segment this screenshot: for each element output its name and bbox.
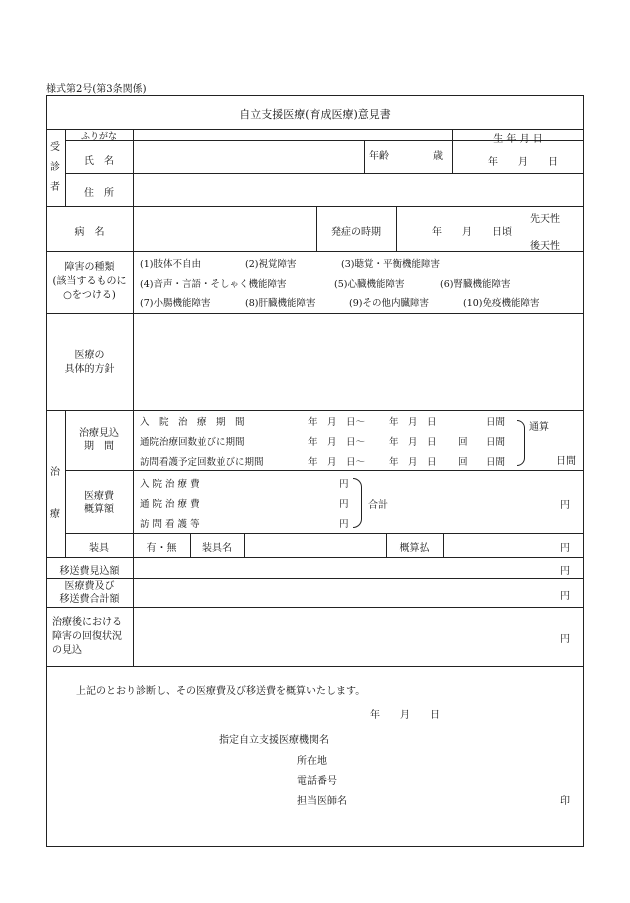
birth-date-value: 年 月 日 xyxy=(488,157,558,168)
total-period-label: 通算 xyxy=(529,422,549,433)
combined-label: 医療費及び 移送費合計額 xyxy=(59,581,120,605)
furigana-label: ふりがな xyxy=(80,132,117,142)
inpatient-period-from: 年 月 日～ xyxy=(308,417,366,428)
policy-label: 医療の 具体的方針 xyxy=(64,350,115,375)
total-period-unit: 日間 xyxy=(556,456,576,467)
disability-option-7[interactable]: (7)小腸機能障害 xyxy=(140,298,211,309)
cost-sum-label: 合計 xyxy=(368,500,388,511)
disease-label: 病 名 xyxy=(74,227,105,238)
address-label: 住 所 xyxy=(84,188,114,199)
form-number: 様式第2号(第3条関係) xyxy=(46,84,147,95)
onset-label: 発症の時期 xyxy=(331,227,381,238)
device-name-label: 装具名 xyxy=(202,543,232,554)
device-yes-no[interactable]: 有・無 xyxy=(146,543,177,554)
disability-label: 障害の種類 (該当するものに ○をつける) xyxy=(52,262,127,301)
form-title: 自立支援医療(育成医療)意見書 xyxy=(239,108,391,121)
outpatient-cost-unit: 円 xyxy=(339,499,349,510)
onset-date: 年 月 日頃 xyxy=(432,227,512,238)
outpatient-period-days: 日間 xyxy=(486,437,506,448)
home-nursing-cost-unit: 円 xyxy=(339,519,349,530)
inpatient-period-label: 入 院 治 療 期 間 xyxy=(140,417,245,428)
congenital-option[interactable]: 先天性 xyxy=(530,214,560,225)
device-payment-label: 概算払 xyxy=(399,543,430,554)
acquired-option[interactable]: 後天性 xyxy=(530,241,560,252)
disability-option-4[interactable]: (4)音声・言語・そしゃく機能障害 xyxy=(140,279,287,290)
cost-label: 医療費 概算額 xyxy=(84,491,114,515)
disability-option-8[interactable]: (8)肝臓機能障害 xyxy=(245,298,316,309)
outpatient-period-label: 通院治療回数並びに期間 xyxy=(140,437,245,448)
recovery-label: 治療後における 障害の回復状況 の見込 xyxy=(52,617,122,656)
patient-section-label: 受 診 者 xyxy=(50,142,60,193)
transport-label: 移送費見込額 xyxy=(59,566,120,577)
outpatient-count-unit: 回 xyxy=(458,437,468,448)
device-unit: 円 xyxy=(560,543,570,554)
recovery-unit: 円 xyxy=(560,634,570,645)
disability-option-6[interactable]: (6)腎臓機能障害 xyxy=(440,279,511,290)
outpatient-period-to: 年 月 日 xyxy=(389,437,437,448)
disability-option-9[interactable]: (9)その他内臓障害 xyxy=(349,298,429,309)
doctor-label: 担当医師名 xyxy=(297,796,347,807)
outlook-label: 治療見込 期 間 xyxy=(79,428,119,452)
home-nursing-period-days: 日間 xyxy=(486,457,506,468)
age-unit: 歳 xyxy=(433,151,443,162)
birth-date-label: 生 年 月 日 xyxy=(493,134,543,145)
name-label: 氏 名 xyxy=(84,156,114,167)
combined-unit: 円 xyxy=(560,591,570,602)
disability-option-10[interactable]: (10)免疫機能障害 xyxy=(463,298,540,309)
home-nursing-period-from: 年 月 日～ xyxy=(308,457,366,468)
disability-option-2[interactable]: (2)視覚障害 xyxy=(245,259,297,270)
declaration-date: 年 月 日 xyxy=(370,710,440,721)
institution-label: 指定自立支援医療機関名 xyxy=(219,735,329,746)
home-nursing-period-to: 年 月 日 xyxy=(389,457,437,468)
declaration-statement: 上記のとおり診断し、その医療費及び移送費を概算いたします。 xyxy=(76,686,366,697)
outpatient-cost-label: 通 院 治 療 費 xyxy=(140,499,200,510)
outpatient-period-from: 年 月 日～ xyxy=(308,437,366,448)
disability-option-3[interactable]: (3)聴覚・平衡機能障害 xyxy=(341,259,440,270)
age-label: 年齢 xyxy=(369,151,389,162)
treatment-section-label: 治 療 xyxy=(50,467,60,520)
phone-label: 電話番号 xyxy=(297,776,337,787)
disability-option-1[interactable]: (1)肢体不自由 xyxy=(140,259,201,270)
seal-mark: 印 xyxy=(560,796,570,807)
transport-unit: 円 xyxy=(560,566,570,577)
inpatient-cost-label: 入 院 治 療 費 xyxy=(140,479,200,490)
home-nursing-period-label: 訪問看護予定回数並びに期間 xyxy=(140,457,264,468)
home-nursing-count-unit: 回 xyxy=(458,457,468,468)
inpatient-cost-unit: 円 xyxy=(339,479,349,490)
inpatient-period-days: 日間 xyxy=(486,417,506,428)
device-label: 装具 xyxy=(89,543,109,554)
cost-sum-unit: 円 xyxy=(560,500,570,511)
disability-option-5[interactable]: (5)心臓機能障害 xyxy=(334,279,405,290)
inpatient-period-to: 年 月 日 xyxy=(389,417,437,428)
location-label: 所在地 xyxy=(297,756,327,767)
home-nursing-cost-label: 訪 問 看 護 等 xyxy=(140,519,200,530)
